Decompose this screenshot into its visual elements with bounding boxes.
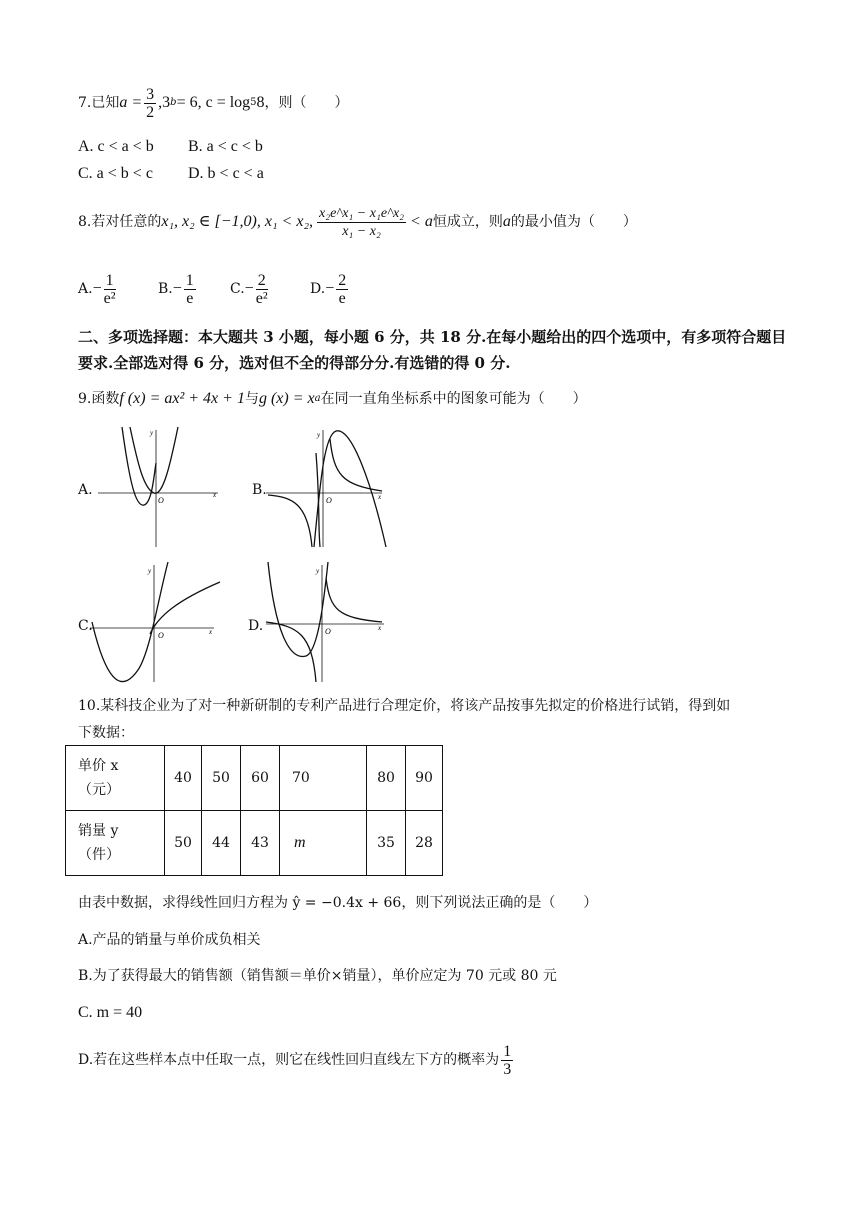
q8-option-a-sign: −: [92, 280, 102, 297]
q10-row2-header: [66, 811, 165, 876]
section2-heading: 二、多项选择题：本大题共 3 小题，每小题 6 分，共 18 分.在每小题给出的四个选项中，有多项符合题目要求.全部选对得 6 分，选对但不全的得部分分.有选错的得 0 分.: [78, 328, 787, 372]
q8-option-c-sign: −: [244, 280, 254, 297]
q10-row2-header-line2: （件）: [78, 847, 120, 863]
q10-option-c: C. m = 40: [78, 1004, 143, 1021]
q10-stem-line1: 10.某科技企业为了对一种新研制的专利产品进行合理定价，将该产品按事先拟定的价格进行试销，得到如: [78, 698, 731, 714]
q10-option-a: A.产品的销量与单价成负相关: [78, 932, 261, 948]
table-cell: m: [280, 811, 367, 876]
q8-option-a: [78, 272, 158, 307]
q9-graph-a-power-curve: [130, 427, 178, 493]
q7-b-sup: b: [170, 97, 177, 108]
q7-a-num: 3: [146, 85, 155, 103]
q8-option-d: [310, 272, 382, 307]
q8-frac-den: x₁ − x₂: [342, 223, 381, 239]
q9-graph-a-origin: O: [158, 496, 164, 505]
table-cell: 50: [165, 811, 202, 876]
table-cell: 40: [165, 746, 202, 811]
q8-option-a-frac: [104, 272, 116, 307]
q10-option-b: B.为了获得最大的销售额（销售额＝单价×销量），单价应定为 70 元或 80 元: [78, 968, 557, 984]
q10-option-d: [78, 1038, 515, 1082]
table-cell: 80: [367, 746, 406, 811]
table-cell: 60: [241, 746, 280, 811]
q9-graph-b-power-right: [330, 439, 382, 491]
q9-graph-c-y-label: y: [148, 567, 152, 575]
q8-options: [78, 268, 382, 310]
q10-data-table: [65, 745, 443, 876]
q8-option-d-label: D.: [310, 281, 326, 297]
q7-c-sub: 5: [250, 97, 257, 108]
q8-option-c: [230, 272, 310, 307]
table-cell: 28: [406, 811, 443, 876]
q7-option-b: B. a < c < b: [188, 138, 263, 155]
q9-graph-b-power-left: [268, 495, 312, 547]
q7-b-rest: = 6, c = log: [176, 94, 251, 111]
q8-suffix2: 的最小值为（ ）: [510, 214, 637, 230]
q9-graph-d-parabola: [268, 562, 328, 656]
q9-graph-b-label: B.: [252, 482, 267, 498]
q9-graph-d: [262, 560, 392, 685]
q9-graph-b-steep-branch: [316, 453, 320, 547]
q7-c-rest: 8: [256, 94, 265, 111]
q8-prefix: 8.若对任意的: [78, 214, 162, 230]
q10-row1-header: [66, 746, 165, 811]
q8-option-b-num: 1: [185, 271, 194, 289]
q9-graph-c-origin: O: [158, 631, 164, 640]
q10-row1-header-line2: （元）: [78, 782, 120, 798]
q9-graph-c-parabola: [92, 562, 168, 682]
q7-a-den: 2: [146, 103, 155, 121]
table-cell: 43: [241, 811, 280, 876]
table-row: [66, 811, 443, 876]
q9-graph-a-y-label: y: [150, 429, 154, 437]
table-cell: 50: [202, 746, 241, 811]
table-cell: 35: [367, 811, 406, 876]
q9-graph-d-y-label: y: [316, 567, 320, 575]
q8-option-b-label: B.: [158, 281, 173, 297]
q10-row1-header-line1: 单价 x: [78, 758, 119, 774]
q9-graph-b-x-label: x: [378, 493, 382, 501]
q8-suffix: 恒成立，则: [432, 214, 503, 230]
q8-option-c-den: e²: [255, 289, 268, 307]
q8-fraction: [317, 205, 406, 240]
q8-option-d-num: 2: [338, 271, 347, 289]
q7-a-lhs: a =: [119, 94, 143, 111]
q9-graph-a: [96, 425, 226, 550]
q9-graph-b-parabola: [314, 431, 386, 547]
q10-stem-line2: 下数据：: [78, 725, 134, 741]
q9-graph-c-x-label: x: [209, 628, 213, 636]
q8-option-d-sign: −: [325, 280, 335, 297]
q8-option-c-num: 2: [257, 271, 266, 289]
q7-suffix: ，则（ ）: [264, 95, 349, 111]
q8-cond1: x₁, x₂ ∈ [−1,0), x₁ < x₂,: [161, 213, 314, 230]
q9-f-expr: f (x) = ax² + 4x + 1: [119, 390, 245, 407]
q9-graph-b-y-label: y: [317, 431, 321, 439]
q10-regression: 由表中数据，求得线性回归方程为 ŷ = −0.4x + 66，则下列说法正确的是（ ）: [78, 895, 598, 911]
q9-g-sup: a: [314, 393, 321, 404]
q9-graph-c-power-curve: [150, 582, 220, 634]
q9-graph-c-label: C.: [78, 618, 93, 634]
q7-a-fraction: [144, 86, 156, 121]
q8-option-c-label: C.: [230, 281, 245, 297]
q9-graph-b: [262, 425, 392, 550]
q9-graph-c: [88, 560, 223, 685]
q8-option-b: [158, 272, 230, 307]
q8-option-a-label: A.: [78, 281, 93, 297]
q9-graph-b-origin: O: [326, 496, 332, 505]
q9-graph-d-x-label: x: [378, 624, 382, 632]
q10-option-d-text: D.若在这些样本点中任取一点，则它在线性回归直线左下方的概率为: [78, 1052, 500, 1068]
q9-suffix: 在同一直角坐标系中的图象可能为（ ）: [320, 391, 587, 407]
q8-option-d-frac: [336, 272, 348, 307]
q7-stem: [78, 84, 349, 122]
q8-option-d-den: e: [338, 289, 346, 307]
q10-option-d-den: 3: [503, 1060, 512, 1078]
q9-g-expr: g (x) = x: [258, 390, 315, 407]
q10-option-d-num: 1: [503, 1042, 512, 1060]
table-row: [66, 746, 443, 811]
q8-option-b-den: e: [186, 289, 194, 307]
q8-stem: [78, 200, 637, 244]
q9-prefix: 9.函数: [78, 391, 120, 407]
q8-option-a-den: e²: [103, 289, 116, 307]
q8-option-b-frac: [184, 272, 196, 307]
table-cell: 70: [280, 746, 367, 811]
q9-graph-d-power-right: [326, 578, 382, 622]
q8-var: a: [502, 213, 511, 230]
table-cell: 44: [202, 811, 241, 876]
q8-cond2: < a: [410, 213, 433, 230]
q7-b-expr: ,3: [158, 94, 171, 111]
q8-option-c-frac: [256, 272, 268, 307]
q9-mid: 与: [244, 391, 259, 407]
q9-graph-a-label: A.: [78, 482, 93, 498]
q7-option-d: D. b < c < a: [188, 165, 264, 182]
q8-frac-num: x₂e^x₁ − x₁e^x₂: [319, 205, 405, 221]
q7-prefix: 7.已知: [78, 95, 120, 111]
q7-option-c: C. a < b < c: [78, 165, 153, 182]
q9-stem: [78, 386, 587, 412]
q8-option-b-sign: −: [172, 280, 182, 297]
q8-option-a-num: 1: [105, 271, 114, 289]
q10-row2-header-line1: 销量 y: [78, 823, 119, 839]
q7-option-a: A. c < a < b: [78, 138, 154, 155]
q10-option-d-frac: [501, 1043, 513, 1078]
table-cell: 90: [406, 746, 443, 811]
q9-graph-d-origin: O: [325, 627, 331, 636]
q9-graph-d-power-left: [266, 622, 316, 682]
q9-graph-d-label: D.: [248, 618, 264, 634]
q9-graph-a-x-label: x: [213, 491, 217, 499]
